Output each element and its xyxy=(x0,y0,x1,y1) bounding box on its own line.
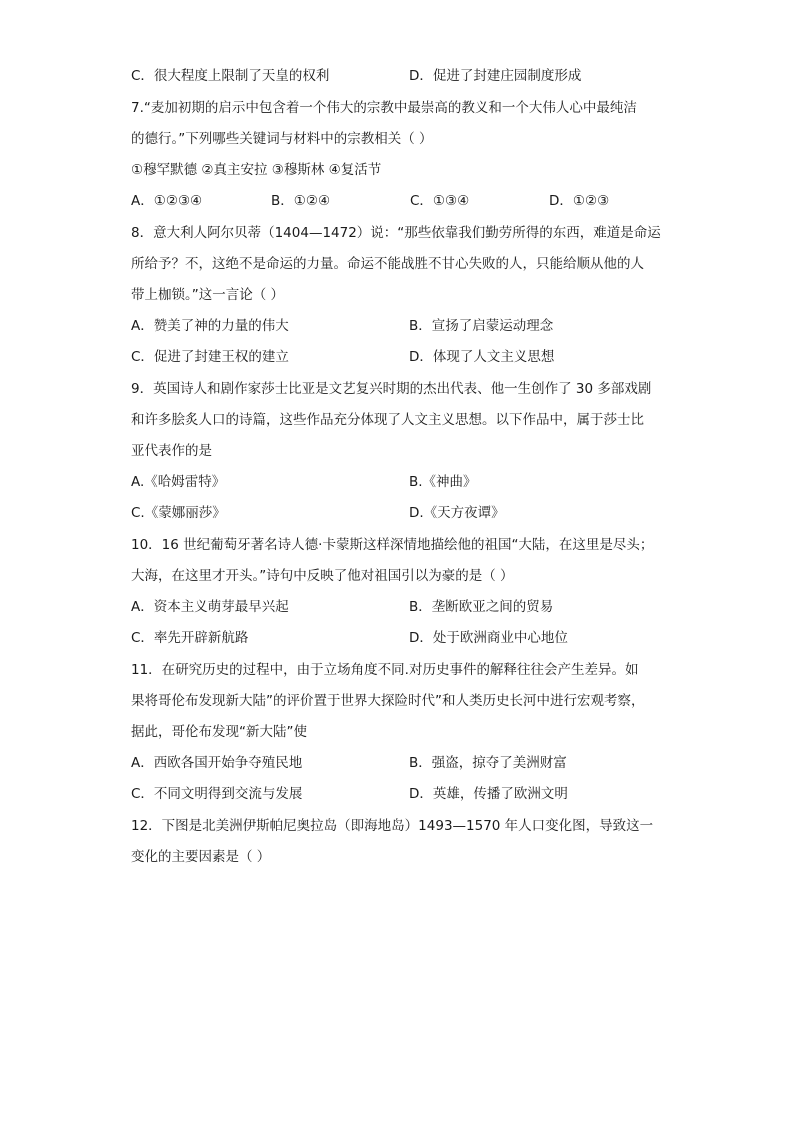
q9-stem-line-1: 9．英国诗人和剧作家莎士比亚是文艺复兴时期的杰出代表、他一生创作了 30 多部戏剧 xyxy=(131,381,652,397)
q9-option-d: D.《天方夜谭》 xyxy=(409,505,505,521)
q10-option-a: A．资本主义萌芽最早兴起 xyxy=(131,599,289,615)
q6-option-c: C．很大程度上限制了天皇的权利 xyxy=(131,68,330,84)
q9-option-c: C.《蒙娜丽莎》 xyxy=(131,505,226,521)
q8-option-b: B．宣扬了启蒙运动理念 xyxy=(409,318,554,334)
q7-option-b: B．①②④ xyxy=(271,193,331,209)
q10-option-d: D．处于欧洲商业中心地位 xyxy=(409,630,568,646)
q7-stem-line-1: 7.“麦加初期的启示中包含着一个伟大的宗教中最崇高的教义和一个大伟人心中最纯洁 xyxy=(131,100,637,116)
q10-option-b: B．垄断欧亚之间的贸易 xyxy=(409,599,554,615)
q7-option-a: A．①②③④ xyxy=(131,193,203,209)
q11-stem-line-3: 据此，哥伦布发现“新大陆”使 xyxy=(131,724,307,740)
q8-option-d: D．体现了人文主义思想 xyxy=(409,349,555,365)
q8-option-a: A．赞美了神的力量的伟大 xyxy=(131,318,289,334)
q7-option-c: C．①③④ xyxy=(410,193,470,209)
q6-option-d: D．促进了封建庄园制度形成 xyxy=(409,68,582,84)
q12-stem-line-1: 12．下图是北美洲伊斯帕尼奥拉岛（即海地岛）1493—1570 年人口变化图，导致这一 xyxy=(131,818,654,834)
q7-items: ①穆罕默德 ②真主安拉 ③穆斯林 ④复活节 xyxy=(131,162,382,178)
q10-stem-line-2: 大海，在这里才开头。”诗句中反映了他对祖国引以为豪的是（ ） xyxy=(131,568,514,584)
q9-stem-line-3: 亚代表作的是 xyxy=(131,443,212,459)
q11-stem-line-1: 11．在研究历史的过程中，由于立场角度不同.对历史事件的解释往往会产生差异。如 xyxy=(131,662,639,678)
q7-stem-line-2: 的德行。”下列哪些关键词与材料中的宗教相关（ ） xyxy=(131,131,433,147)
q9-stem-line-2: 和许多脍炙人口的诗篇，这些作品充分体现了人文主义思想。以下作品中，属于莎士比 xyxy=(131,412,644,428)
q10-stem-line-1: 10．16 世纪葡萄牙著名诗人德·卡蒙斯这样深情地描绘他的祖国“大陆，在这里是尽头； xyxy=(131,537,654,553)
q8-option-c: C．促进了封建王权的建立 xyxy=(131,349,289,365)
q8-stem-line-2: 所给予？不，这绝不是命运的力量。命运不能战胜不甘心失败的人，只能给顺从他的人 xyxy=(131,256,644,272)
q8-stem-line-1: 8．意大利人阿尔贝蒂（1404—1472）说：“那些依靠我们勤劳所得的东西，难道是命运 xyxy=(131,225,661,241)
q8-stem-line-3: 带上枷锁。”这一言论（ ） xyxy=(131,287,285,303)
q11-option-c: C．不同文明得到交流与发展 xyxy=(131,786,303,802)
q11-option-b: B．强盗，掠夺了美洲财富 xyxy=(409,755,567,771)
q7-option-d: D．①②③ xyxy=(549,193,610,209)
q10-option-c: C．率先开辟新航路 xyxy=(131,630,249,646)
q9-option-b: B.《神曲》 xyxy=(409,474,477,490)
q9-option-a: A.《哈姆雷特》 xyxy=(131,474,226,490)
q11-option-a: A．西欧各国开始争夺殖民地 xyxy=(131,755,303,771)
q11-stem-line-2: 果将哥伦布发现新大陆”的评价置于世界大探险时代”和人类历史长河中进行宏观考察， xyxy=(131,693,645,709)
q11-option-d: D．英雄，传播了欧洲文明 xyxy=(409,786,568,802)
q12-stem-line-2: 变化的主要因素是（ ） xyxy=(131,849,271,865)
